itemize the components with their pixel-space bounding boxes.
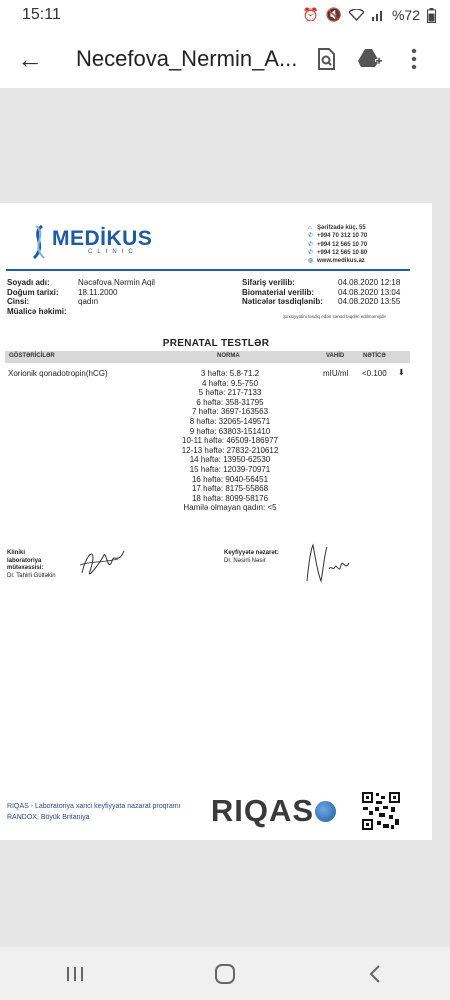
- recent-apps-icon: [65, 965, 85, 983]
- results-confirmed-label: Nəticələr təsdiqlənib:: [242, 297, 323, 306]
- lab-specialist-title-3: mütəxəssisi:: [7, 565, 44, 571]
- clinic-logo: [28, 225, 152, 259]
- contact-address: Şərifzadə küç. 55: [317, 225, 366, 231]
- globe-icon: ◍: [308, 258, 314, 265]
- document-title: Necefova_Nermin_A...: [76, 46, 298, 71]
- test-unit: mIU/ml: [323, 369, 349, 378]
- patient-info: [7, 278, 155, 316]
- globe-icon: [315, 801, 336, 822]
- test-name: Xorionik qonadotropin(hCG): [8, 369, 108, 378]
- header-indicators: GÖSTƏRİCİLƏR: [9, 353, 55, 359]
- more-options-button[interactable]: [394, 37, 434, 81]
- norm-line: 5 həftə: 217-7133: [198, 388, 262, 398]
- app-bar: [0, 30, 450, 88]
- phone-icon: ✆: [308, 241, 314, 248]
- status-icons: [303, 7, 436, 23]
- qr-code-icon: [361, 791, 401, 831]
- recent-apps-button[interactable]: [45, 954, 105, 994]
- identity-note: Şəxsiyyətini təsdiq edən sənəd təqdim edilməmişdir: [283, 314, 387, 319]
- lab-specialist-title-2: laboratoriya: [7, 557, 42, 564]
- signature-image: [78, 543, 128, 583]
- birth-date-value: 18.11.2000: [78, 287, 118, 297]
- phone-icon: ✆: [308, 249, 314, 256]
- battery-level: %72: [391, 7, 420, 23]
- norm-line: 9 həftə: 63803-151410: [189, 426, 271, 436]
- gender-value: qadın: [78, 297, 99, 306]
- riqas-description: [7, 801, 181, 823]
- patient-name-value: Nəcəfova Nərmin Aqil: [78, 278, 155, 287]
- status-bar: [0, 0, 450, 30]
- riqas-line-2: RANDOX, Böyük Britaniya: [7, 814, 90, 821]
- status-time: 15:11: [22, 6, 61, 23]
- system-back-button[interactable]: [345, 954, 405, 994]
- header-divider: [6, 269, 410, 271]
- gender-label: Cinsi:: [7, 297, 30, 306]
- app-bar-actions: [306, 37, 434, 81]
- battery-icon: [427, 8, 436, 23]
- contact-phone-3: +994 12 565 10 80: [317, 249, 368, 256]
- doctor-label: Müalicə həkimi:: [7, 306, 67, 316]
- riqas-logo: [197, 788, 350, 834]
- wifi-icon: [349, 9, 364, 21]
- contact-website: www.medikus.az: [317, 258, 365, 265]
- back-icon: [368, 964, 382, 984]
- norm-line: 7 həftə: 3697-163563: [191, 407, 269, 417]
- alarm-icon: ⏰: [302, 7, 319, 22]
- back-arrow-icon: ←: [17, 43, 43, 74]
- arrow-down-icon: ⬇: [398, 368, 405, 377]
- back-button[interactable]: [8, 37, 52, 81]
- home-icon: ⌂: [308, 225, 312, 231]
- quality-control-title: Keyfiyyətə nəzarət:: [224, 550, 279, 556]
- norm-line: Hamilə olmayan qadın: <5: [183, 503, 277, 513]
- norm-line: 10-11 həftə: 46509-186977: [182, 436, 278, 446]
- drive-add-icon: [357, 47, 383, 71]
- header-norm: NORMA: [217, 353, 240, 359]
- home-button[interactable]: [195, 954, 255, 994]
- quality-control-name: Dr. Nəsirli Nəsir: [224, 557, 266, 564]
- lab-specialist-name: Dr. Tahirli Gültəkin: [7, 572, 56, 579]
- search-in-document-button[interactable]: [306, 37, 346, 81]
- header-result: NƏTİCƏ: [363, 353, 386, 359]
- norm-line: 14 həftə: 13950-62530: [189, 455, 271, 465]
- signal-icon: [371, 9, 385, 21]
- search-document-icon: [315, 47, 337, 71]
- navigation-bar: [0, 947, 450, 1000]
- test-result: <0.100: [362, 369, 387, 378]
- lab-specialist-block: [7, 550, 56, 580]
- mute-icon: 🔇: [325, 7, 342, 22]
- norm-line: 6 həftə: 358-31795: [196, 397, 264, 407]
- home-icon: [214, 963, 236, 985]
- order-date-value: 04.08.2020 12:18: [338, 278, 401, 287]
- phone-icon: ✆: [308, 233, 314, 240]
- contact-phone-2: +994 12 565 10 70: [317, 241, 368, 248]
- riqas-line-1: RIQAS - Laboratoriya xarici keyfiyyata nazarat proqramı: [7, 803, 181, 810]
- contact-phone-1: +994 70 312 10 70: [317, 233, 368, 240]
- order-date-label: Sifariş verilib:: [242, 278, 295, 287]
- norm-line: 17 həftə: 8175-55868: [191, 484, 269, 494]
- results-table-header: [5, 351, 410, 363]
- dna-icon: [28, 225, 50, 259]
- test-norm: [160, 369, 300, 513]
- norm-line: 3 həftə: 5.8-71.2: [200, 369, 260, 378]
- clinic-logo-name: MEDİKUS: [52, 227, 153, 250]
- quality-control-block: [224, 550, 279, 565]
- clinic-contacts: [308, 224, 367, 265]
- norm-line: 8 həftə: 32065-149571: [189, 416, 271, 426]
- biomaterial-date-value: 04.08.2020 13:04: [338, 287, 401, 297]
- norm-line: 18 həftə: 8099-58176: [191, 493, 269, 503]
- section-title: PRENATAL TESTLƏR: [162, 338, 270, 349]
- norm-line: 16 həftə: 9040-56451: [191, 474, 269, 484]
- header-unit: VAHİD: [326, 353, 345, 359]
- birth-date-label: Doğum tarixi:: [7, 287, 59, 297]
- patient-name-label: Soyadı adı:: [7, 278, 50, 287]
- norm-line: 4 həftə: 9.5-750: [201, 378, 259, 388]
- lab-specialist-title-1: Kliniki: [7, 550, 26, 556]
- riqas-logo-text: RIQAS: [210, 793, 315, 828]
- signature-image: [303, 541, 353, 587]
- norm-line: 15 həftə: 12039-70971: [189, 464, 271, 474]
- clinic-logo-sub: CLINIC: [88, 249, 138, 255]
- more-vertical-icon: [411, 48, 417, 70]
- biomaterial-date-label: Biomaterial verilib:: [242, 287, 315, 297]
- order-info: [242, 278, 400, 307]
- norm-line: 12-13 həftə: 27832-210612: [181, 445, 279, 455]
- results-confirmed-value: 04.08.2020 13:55: [338, 297, 401, 306]
- document-page: [0, 203, 432, 840]
- add-to-drive-button[interactable]: [350, 37, 390, 81]
